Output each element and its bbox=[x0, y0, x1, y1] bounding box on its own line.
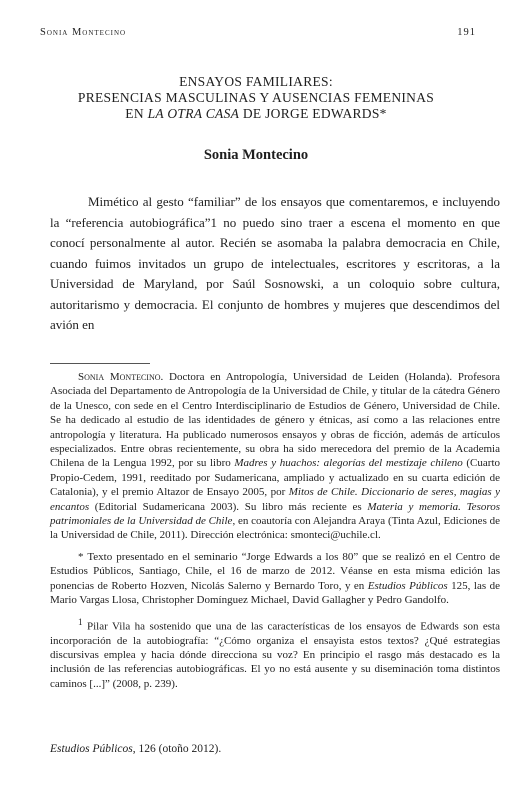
book-title: LA OTRA CASA bbox=[147, 106, 240, 121]
journal-issue: , 126 (otoño 2012). bbox=[132, 743, 222, 755]
footnote-1: $^1$ Pilar Vila ha sostenido que una de las características de los ensayos de Edwards son esta incorporación de la autobiografía: “¿Cómo organiza el ensayista estos textos? ¿Qué estrategias discursivas emplea y hacia dónde direcciona su voz? En principio el rasgo más destacado es la inclusión de las referencias autobiográficas. El yo no está ausente y su diseminación toma distintos caminos [...]” (2008, p. 239). bbox=[50, 616, 500, 690]
article-title bbox=[0, 74, 512, 122]
running-head bbox=[40, 27, 476, 38]
footnotes bbox=[50, 370, 500, 698]
body-paragraph: Mimético al gesto “familiar” de los ensayos que comentaremos, e incluyendo la “referencia autobiográfica”1 no puedo sino traer a escena el momento en que conocí personalmente al autor. Recién se asomaba la palabra democracia en Chile, cuando fuimos invitados un grupo de intelectuales, escritores y escritoras, a la Universidad de Maryland, por Saúl Sosnowski, a un coloquio sobre cultura, autoritarismo y democracia. El conjunto de hombres y mujeres que descendimos del avión en bbox=[50, 194, 500, 332]
body-text bbox=[50, 192, 500, 336]
title-line-2: PRESENCIAS MASCULINAS Y AUSENCIAS FEMENINAS bbox=[77, 90, 435, 105]
footnote-separator bbox=[50, 363, 150, 364]
footnote-star: * Texto presentado en el seminario “Jorge Edwards a los 80” que se realizó en el Centro de Estudios Públicos, Santiago, Chile, el 16 de marzo de 2012. Véanse en esta misma edición las ponencias de Roberto Hozven, Nicolás Salerno y Bernardo Toro, y en Estudios Públicos 125, las de Mario Vargas Llosa, Christopher Domínguez Michael, David Gallagher y Pedro Gandolfo. bbox=[50, 550, 500, 607]
page-number: 191 bbox=[457, 27, 476, 38]
running-head-author: Sonia Montecino bbox=[40, 27, 127, 38]
journal-footer bbox=[50, 743, 221, 755]
footnote-author: Sonia Montecino. Doctora en Antropología, Universidad de Leiden (Holanda). Profesora Asociada del Departamento de Antropología de la Universidad de Chile, y titular de la cátedra Género de la Unesco, con sede en el Centro Interdisciplinario de Estudios de Género, Universidad de Chile. Se ha dedicado al estudio de las identidades de género y étnicas, así como a las relaciones entre antropología y literatura. Ha publicado numerosos ensayos y obras de ficción, además de artículos especializados. Entre obras recientemente, su obra ha sido merecedora del premio de la Academia Chilena de la Lengua 1992, por su libro Madres y huachos: alegorías del mestizaje chileno (Cuarto Propio-Cedem, 1991, reeditado por Sudamericana, ampliado y actualizado en su cuarta edición de Catalonia), y el premio Altazor de Ensayo 2005, por Mitos de Chile. Diccionario de seres, magias y encantos (Editorial Sudamericana 2003). Su libro más reciente es Materia y memoria. Tesoros patrimoniales de la Universidad de Chile, en coautoría con Alejandra Araya (Tinta Azul, Ediciones de la Universidad de Chile, 2011). Dirección electrónica: smonteci@uchile.cl. bbox=[50, 371, 501, 542]
title-line-1: ENSAYOS FAMILIARES: bbox=[179, 74, 333, 89]
journal-name: Estudios Públicos bbox=[50, 743, 133, 755]
article-author: Sonia Montecino bbox=[203, 147, 309, 163]
title-line-3: EN LA OTRA CASA DE JORGE EDWARDS* bbox=[125, 106, 387, 121]
